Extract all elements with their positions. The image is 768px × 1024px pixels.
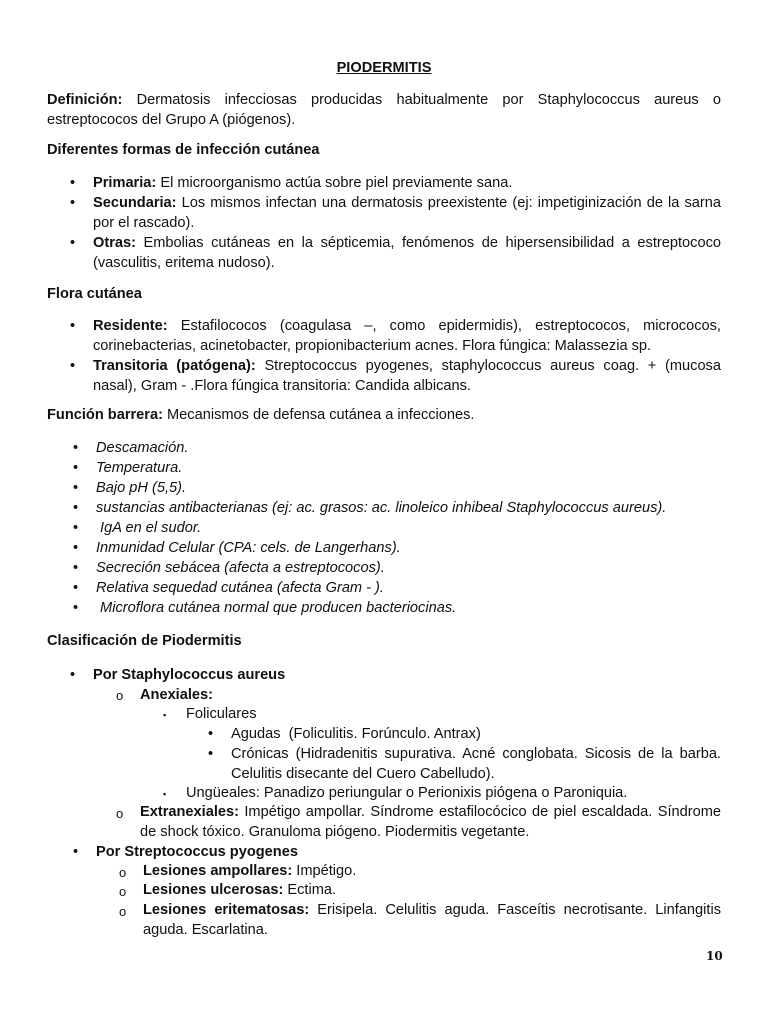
eritematosas-label: Lesiones eritematosas:: [143, 902, 310, 918]
bullet-circle: o: [119, 884, 127, 899]
bullet-dot: •: [208, 726, 214, 742]
list-item: • Secreción sebácea (afecta a estreptococos).: [96, 558, 736, 578]
agudas-item: Agudas (Foliculitis. Forúnculo. Antrax): [231, 726, 481, 742]
barrier-list: [96, 438, 736, 618]
barrier-label: Función barrera:: [47, 407, 163, 423]
list-item: [93, 316, 721, 356]
item-label: Secundaria:: [93, 195, 177, 211]
item-text: Estafilococos (coagulasa –, como epidermidis), estreptococos, micrococos, corinebacterias, acinetobacter, propionibacterium acnes. Flora fúngica: Malassezia sp.: [93, 318, 721, 354]
ampollares-text: Impétigo.: [292, 863, 357, 879]
item-label: Primaria:: [93, 175, 157, 191]
forms-list: [93, 173, 721, 273]
list-item: • Temperatura.: [96, 458, 736, 478]
ulcerosas-text: Ectima.: [283, 882, 337, 898]
cronicas-item: Crónicas (Hidradenitis supurativa. Acné conglobata. Sicosis de la barba. Celulitis disecante del Cuero Cabelludo).: [231, 746, 721, 782]
list-item: • Inmunidad Celular (CPA: cels. de Langerhans).: [96, 538, 736, 558]
item-text: Streptococcus pyogenes, staphylococcus aureus coag. + (mucosa nasal), Gram - .Flora fúngica transitoria: Candida albicans.: [93, 358, 721, 394]
staph-heading: Por Staphylococcus aureus: [93, 667, 286, 683]
barrier-paragraph: [47, 405, 721, 425]
list-item: [93, 173, 721, 193]
eritematosas-text: Erisipela. Celulitis aguda. Fasceítis necrotisante. Linfangitis aguda. Escarlatina.: [143, 902, 721, 938]
extranexiales-label: Extranexiales:: [140, 804, 239, 820]
extranexiales-text: Impétigo ampollar. Síndrome estafilocócico de piel escaldada. Síndrome de shock tóxico. Granuloma piógeno. Piodermitis vegetante.: [140, 804, 721, 840]
forms-heading: Diferentes formas de infección cutánea: [47, 142, 320, 158]
list-item: • sustancias antibacterianas (ej: ac. grasos: ac. linoleico inhibeal Staphylococcus aureus).: [96, 498, 736, 518]
bullet-dot: •: [70, 667, 76, 683]
list-item: • Relativa sequedad cutánea (afecta Gram - ).: [96, 578, 736, 598]
definition-text: Dermatosis infecciosas producidas habitualmente por Staphylococcus aureus o estreptococos del Grupo A (piógenos).: [47, 92, 721, 128]
list-item: [93, 193, 721, 233]
ungueales-item: Ungüeales: Panadizo periungular o Perionixis piógena o Paroniquia.: [186, 785, 628, 801]
definition-label: Definición:: [47, 92, 123, 108]
bullet-circle: o: [119, 904, 127, 919]
ulcerosas-label: Lesiones ulcerosas:: [143, 882, 284, 898]
item-label: Residente:: [93, 318, 168, 334]
page-number: 10: [706, 949, 723, 963]
foliculares-label: Foliculares: [186, 706, 257, 722]
list-item: [93, 356, 721, 396]
extranexiales-item: [140, 802, 721, 842]
bullet-square: ▪: [163, 710, 167, 720]
barrier-text: Mecanismos de defensa cutánea a infecciones.: [162, 407, 475, 423]
list-item: • Descamación.: [96, 438, 736, 458]
bullet-circle: o: [119, 865, 127, 880]
bullet-circle: o: [116, 688, 124, 703]
strep-heading: Por Streptococcus pyogenes: [96, 844, 298, 860]
anexiales-label: Anexiales:: [140, 687, 214, 703]
bullet-square: ▪: [163, 789, 167, 799]
list-item: • IgA en el sudor.: [96, 518, 736, 538]
page-title: PIODERMITIS: [336, 60, 432, 76]
item-text: El microorganismo actúa sobre piel previamente sana.: [156, 175, 513, 191]
flora-list: [93, 316, 721, 396]
item-text: Los mismos infectan una dermatosis preexistente (ej: impetiginización de la sarna por el rascado).: [93, 195, 721, 231]
classification-heading: Clasificación de Piodermitis: [47, 633, 242, 649]
list-item: • Microflora cutánea normal que producen bacteriocinas.: [96, 598, 736, 618]
ampollares-label: Lesiones ampollares:: [143, 863, 293, 879]
bullet-dot: •: [208, 746, 214, 762]
flora-heading: Flora cutánea: [47, 286, 142, 302]
list-item: [93, 233, 721, 273]
item-label: Otras:: [93, 235, 136, 251]
bullet-dot: •: [73, 844, 79, 860]
ulcerosas-item: [143, 880, 336, 900]
item-label: Transitoria (patógena):: [93, 358, 256, 374]
definition-paragraph: [47, 90, 721, 130]
bullet-circle: o: [116, 806, 124, 821]
eritematosas-item: [143, 900, 721, 940]
ampollares-item: [143, 861, 356, 881]
list-item: • Bajo pH (5,5).: [96, 478, 736, 498]
item-text: Embolias cutáneas en la sépticemia, fenómenos de hipersensibilidad a estreptococo (vasculitis, eritema nudoso).: [93, 235, 721, 271]
